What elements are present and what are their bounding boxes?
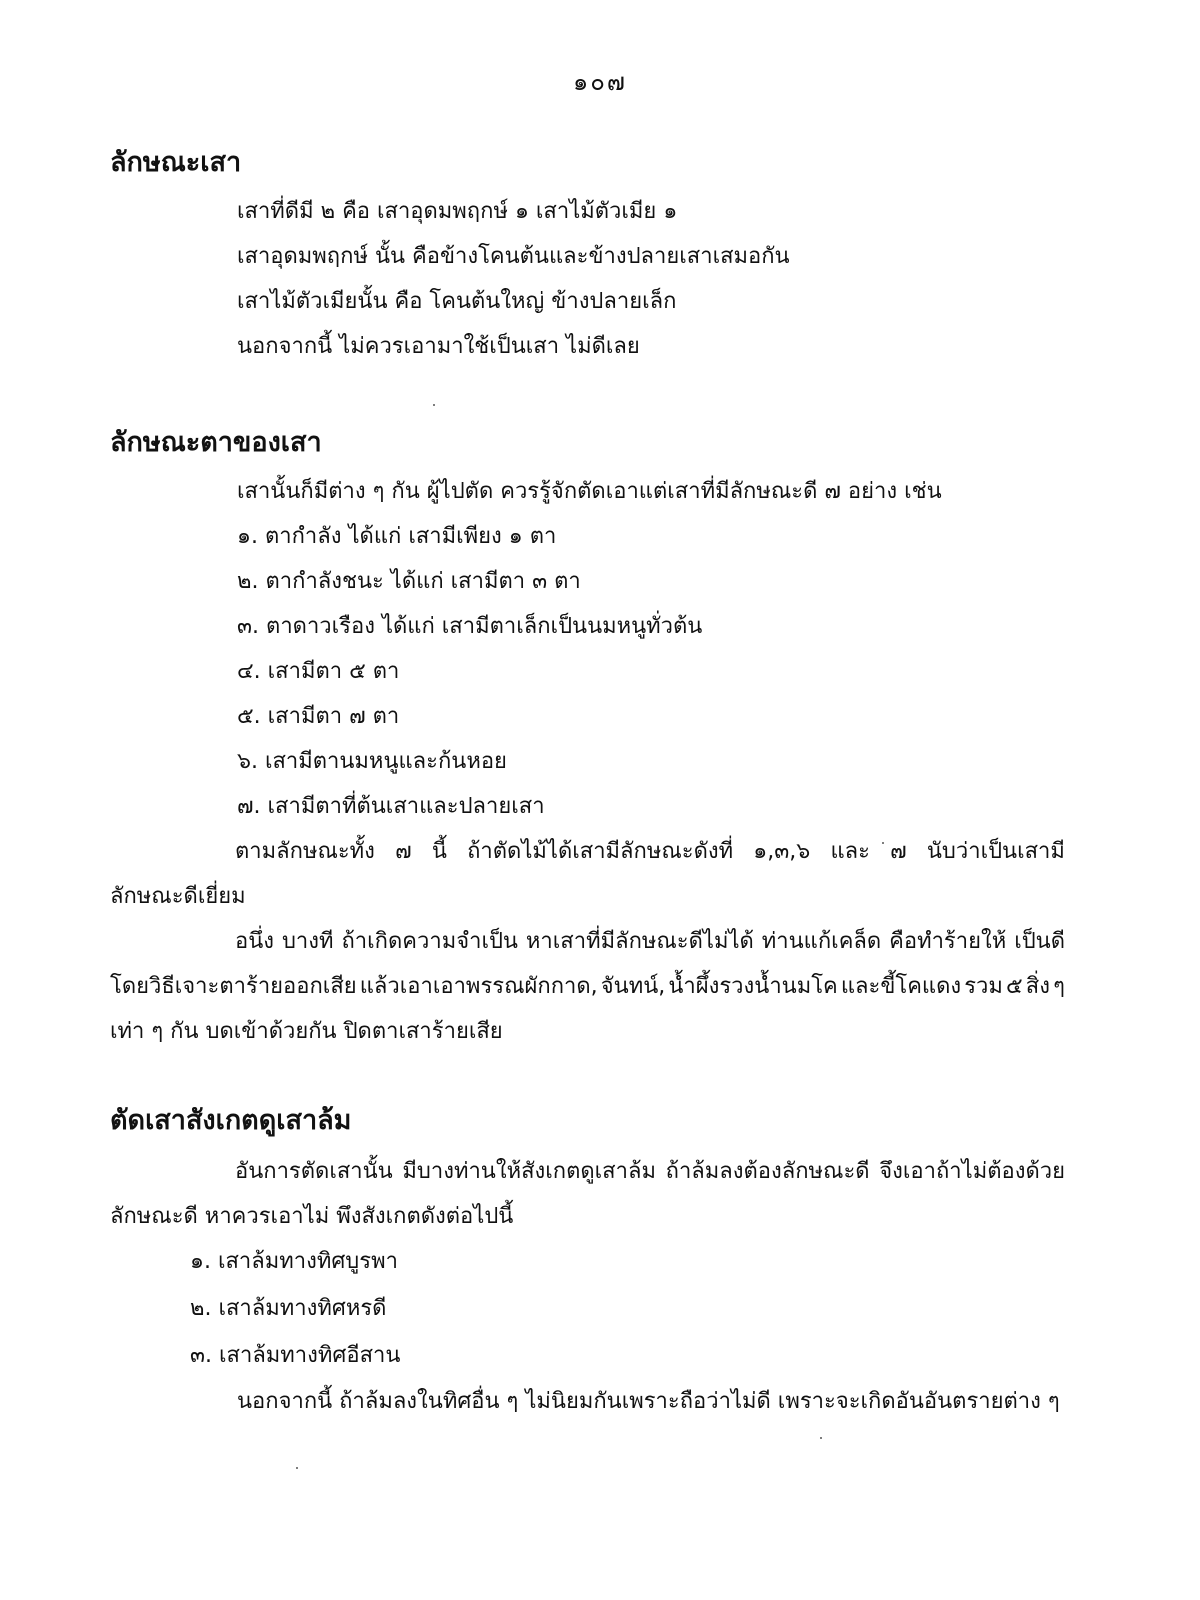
page-number: ๑๐๗ bbox=[573, 68, 627, 96]
word: และ bbox=[830, 839, 870, 864]
word: ๗ bbox=[890, 839, 907, 864]
word: คือทำร้ายให้ bbox=[889, 929, 1007, 954]
word: ๆ bbox=[1053, 974, 1065, 999]
list-item: ๖. เสามีตานมหนูและก้นหอย bbox=[237, 749, 507, 774]
body-line: นอกจากนี้ ไม่ควรเอามาใช้เป็นเสา ไม่ดีเลย bbox=[237, 334, 640, 359]
word: จึงเอาถ้าไม่ต้องด้วย bbox=[879, 1159, 1065, 1184]
word: แล้วเอาเอาพรรณผักกาด, bbox=[359, 974, 598, 999]
word: หาเสาที่มีลักษณะดีไม่ได้ bbox=[525, 929, 754, 954]
list-item: ๕. เสามีตา ๗ ตา bbox=[237, 704, 400, 729]
justified-line bbox=[110, 968, 1065, 1003]
list-item: ๑. เสาล้มทางทิศบูรพา bbox=[190, 1249, 398, 1274]
scan-speck bbox=[433, 404, 435, 406]
body-line: ลักษณะดีเยี่ยม bbox=[110, 884, 246, 909]
list-item: ๓. เสาล้มทางทิศอีสาน bbox=[190, 1343, 401, 1368]
scan-speck bbox=[820, 1437, 822, 1439]
word: โดยวิธีเจาะตาร้ายออกเสีย bbox=[110, 974, 357, 999]
body-line: เสาอุดมพฤกษ์ นั้น คือข้างโคนต้นและข้างปลายเสาเสมอกัน bbox=[237, 244, 790, 269]
list-item: ๑. ตากำลัง ได้แก่ เสามีเพียง ๑ ตา bbox=[237, 524, 557, 549]
word: ถ้าล้มลงต้องลักษณะดี bbox=[665, 1159, 870, 1184]
word: เป็นดี bbox=[1014, 929, 1065, 954]
word: ตามลักษณะทั้ง bbox=[235, 839, 375, 864]
word: บางที bbox=[281, 929, 334, 954]
scan-speck bbox=[296, 1467, 298, 1469]
word: รวม bbox=[964, 974, 1003, 999]
word: และขี้โคแดง bbox=[840, 974, 962, 999]
body-line: ลักษณะดี หาควรเอาไม่ พึงสังเกตดังต่อไปนี้ bbox=[110, 1204, 514, 1229]
word: ๕ bbox=[1006, 974, 1023, 999]
body-line: เสาที่ดีมี ๒ คือ เสาอุดมพฤกษ์ ๑ เสาไม้ตัวเมีย ๑ bbox=[237, 199, 678, 224]
list-item: ๒. ตากำลังชนะ ได้แก่ เสามีตา ๓ ตา bbox=[237, 569, 581, 594]
word: นี้ bbox=[431, 839, 447, 864]
body-line: เสาไม้ตัวเมียนั้น คือ โคนต้นใหญ่ ข้างปลายเล็ก bbox=[237, 289, 677, 314]
justified-line bbox=[235, 923, 1065, 958]
word: ๗ bbox=[395, 839, 412, 864]
justified-line bbox=[235, 833, 1065, 868]
word: นับว่าเป็นเสามี bbox=[926, 839, 1065, 864]
word: อันการตัดเสานั้น bbox=[235, 1159, 393, 1184]
section-heading-falling-pillar: ตัดเสาสังเกตดูเสาล้ม bbox=[110, 1105, 352, 1136]
list-item: ๔. เสามีตา ๕ ตา bbox=[237, 659, 400, 684]
word: จันทน์, bbox=[600, 974, 666, 999]
list-item: ๓. ตาดาวเรือง ได้แก่ เสามีตาเล็กเป็นนมหนูทั่วต้น bbox=[237, 614, 703, 639]
word: อนึ่ง bbox=[235, 929, 274, 954]
body-line: เสานั้นก็มีต่าง ๆ กัน ผู้ไปตัด ควรรู้จักตัดเอาแต่เสาที่มีลักษณะดี ๗ อย่าง เช่น bbox=[237, 479, 942, 504]
word: ถ้าตัดไม้ได้เสามีลักษณะดังที่ bbox=[467, 839, 734, 864]
word: สิ่ง bbox=[1025, 974, 1050, 999]
word: ถ้าเกิดความจำเป็น bbox=[341, 929, 518, 954]
word: ๑,๓,๖ bbox=[753, 839, 811, 864]
section-heading-pillar-knots: ลักษณะตาของเสา bbox=[110, 427, 322, 458]
justified-line bbox=[235, 1153, 1065, 1188]
section-heading-pillar-characteristics: ลักษณะเสา bbox=[110, 147, 242, 178]
body-line: นอกจากนี้ ถ้าล้มลงในทิศอื่น ๆ ไม่นิยมกันเพราะถือว่าไม่ดี เพราะจะเกิดอันอันตรายต่าง ๆ bbox=[237, 1389, 1060, 1414]
word: มีบางท่านให้สังเกตดูเสาล้ม bbox=[402, 1159, 656, 1184]
list-item: ๒. เสาล้มทางทิศหรดี bbox=[190, 1296, 387, 1321]
word: น้ำผึ้งรวงน้ำนมโค bbox=[668, 974, 838, 999]
list-item: ๗. เสามีตาที่ต้นเสาและปลายเสา bbox=[237, 794, 545, 819]
body-line: เท่า ๆ กัน บดเข้าด้วยกัน ปิดตาเสาร้ายเสีย bbox=[110, 1019, 503, 1044]
word: ท่านแก้เคล็ด bbox=[761, 929, 882, 954]
scan-speck bbox=[882, 842, 884, 844]
